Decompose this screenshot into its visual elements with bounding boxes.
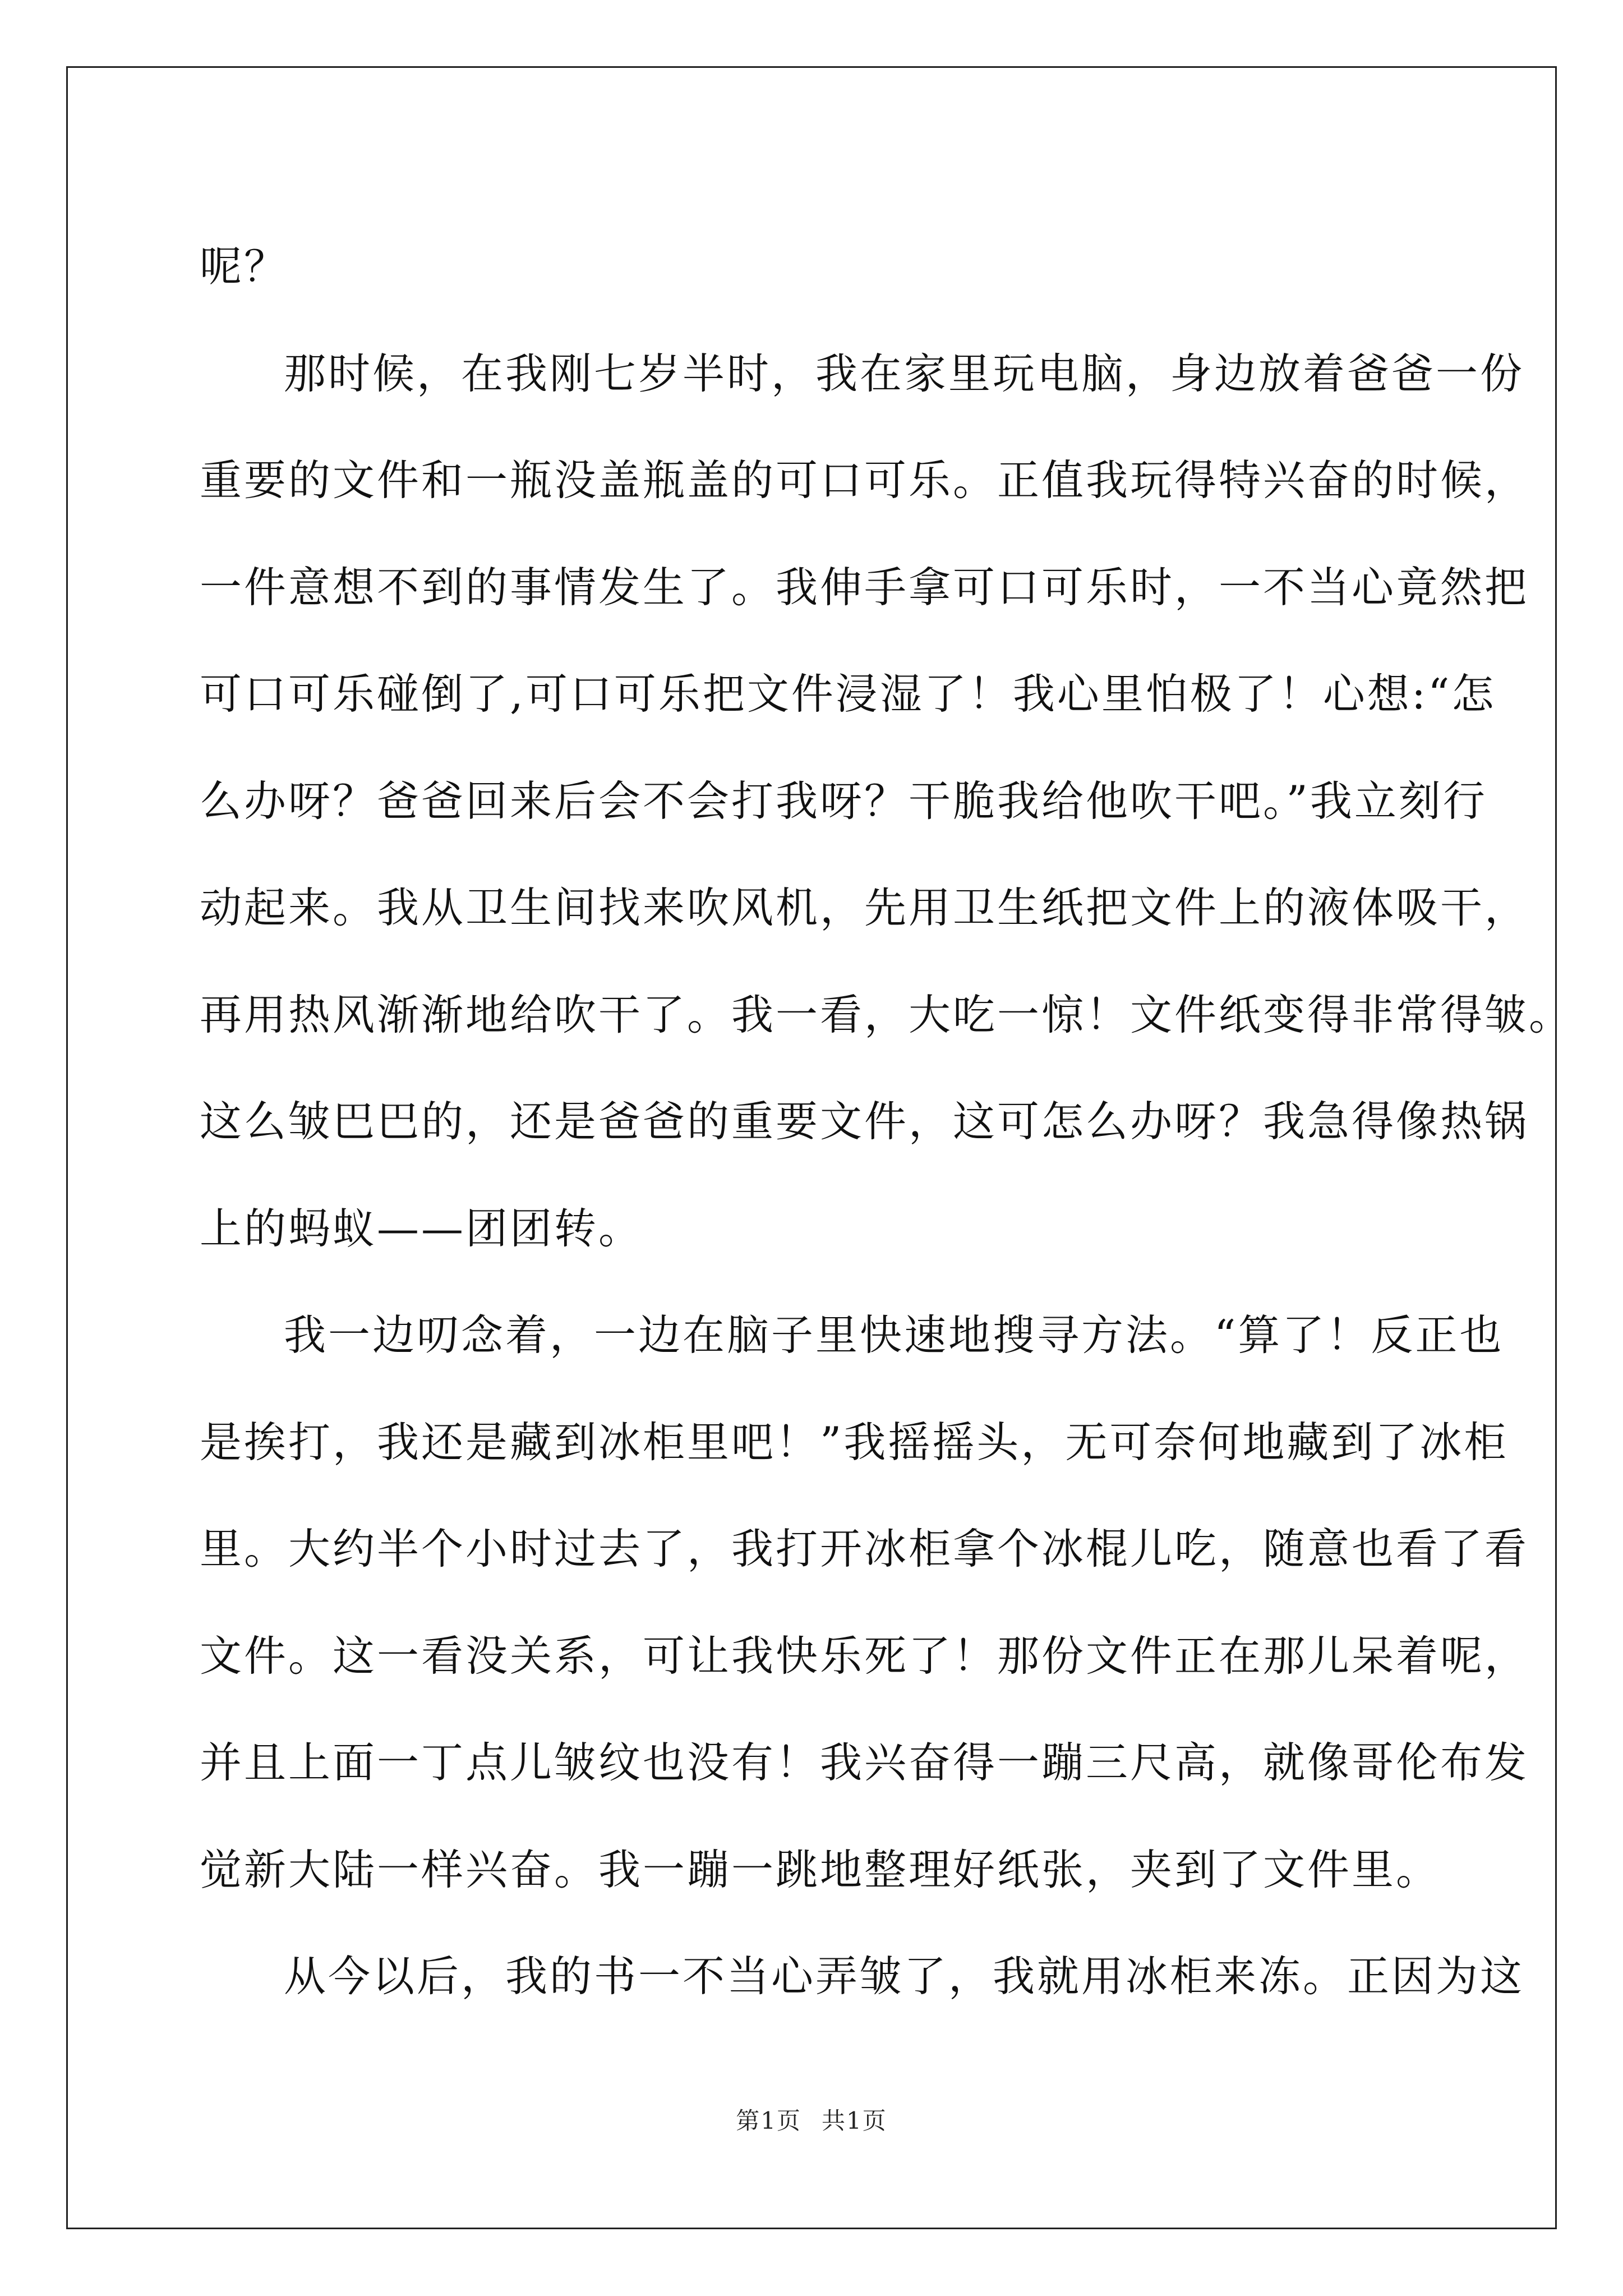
text-line: 并且上面一丁点儿皱纹也没有！我兴奋得一蹦三尺高，就像哥伦布发 — [200, 1738, 1529, 1787]
text-line: 再用热风渐渐地给吹干了。我一看，大吃一惊！文件纸变得非常得皱。 — [200, 990, 1574, 1039]
page-number: 第1页 — [736, 2107, 801, 2134]
paragraph-start-line: 那时候，在我刚七岁半时，我在家里玩电脑，身边放着爸爸一份 — [284, 348, 1525, 398]
text-line: 觉新大陆一样兴奋。我一蹦一跳地整理好纸张，夹到了文件里。 — [200, 1844, 1441, 1894]
paragraph-start-line: 我一边叨念着，一边在脑子里快速地搜寻方法。“算了！反正也 — [284, 1310, 1504, 1360]
paragraph-start-line: 从今以后，我的书一不当心弄皱了，我就用冰柜来冻。正因为这 — [284, 1952, 1525, 2001]
text-line: 可口可乐碰倒了,可口可乐把文件浸湿了！我心里怕极了！心想:“怎 — [200, 669, 1496, 719]
text-line: 动起来。我从卫生间找来吹风机，先用卫生纸把文件上的液体吸干， — [200, 883, 1529, 932]
text-line: 里。大约半个小时过去了，我打开冰柜拿个冰棍儿吃，随意也看了看 — [200, 1524, 1529, 1573]
text-line: 么办呀？爸爸回来后会不会打我呀？干脆我给他吹干吧。”我立刻行 — [200, 776, 1487, 826]
text-line: 是挨打，我还是藏到冰柜里吧！”我摇摇头，无可奈何地藏到了冰柜 — [200, 1417, 1509, 1467]
page-total: 共1页 — [822, 2107, 887, 2134]
text-line: 重要的文件和一瓶没盖瓶盖的可口可乐。正值我玩得特兴奋的时候， — [200, 455, 1529, 505]
text-line: 文件。这一看没关系，可让我快乐死了！那份文件正在那儿呆着呢， — [200, 1631, 1529, 1681]
text-line: 呢？ — [200, 242, 289, 291]
document-body — [200, 213, 1574, 2030]
page-footer — [0, 2102, 1623, 2136]
text-line: 这么皱巴巴的，还是爸爸的重要文件，这可怎么办呀？我急得像热锅 — [200, 1097, 1529, 1146]
text-line: 一件意想不到的事情发生了。我伸手拿可口可乐时，一不当心竟然把 — [200, 562, 1529, 612]
text-line: 上的蚂蚁——团团转。 — [200, 1203, 643, 1253]
